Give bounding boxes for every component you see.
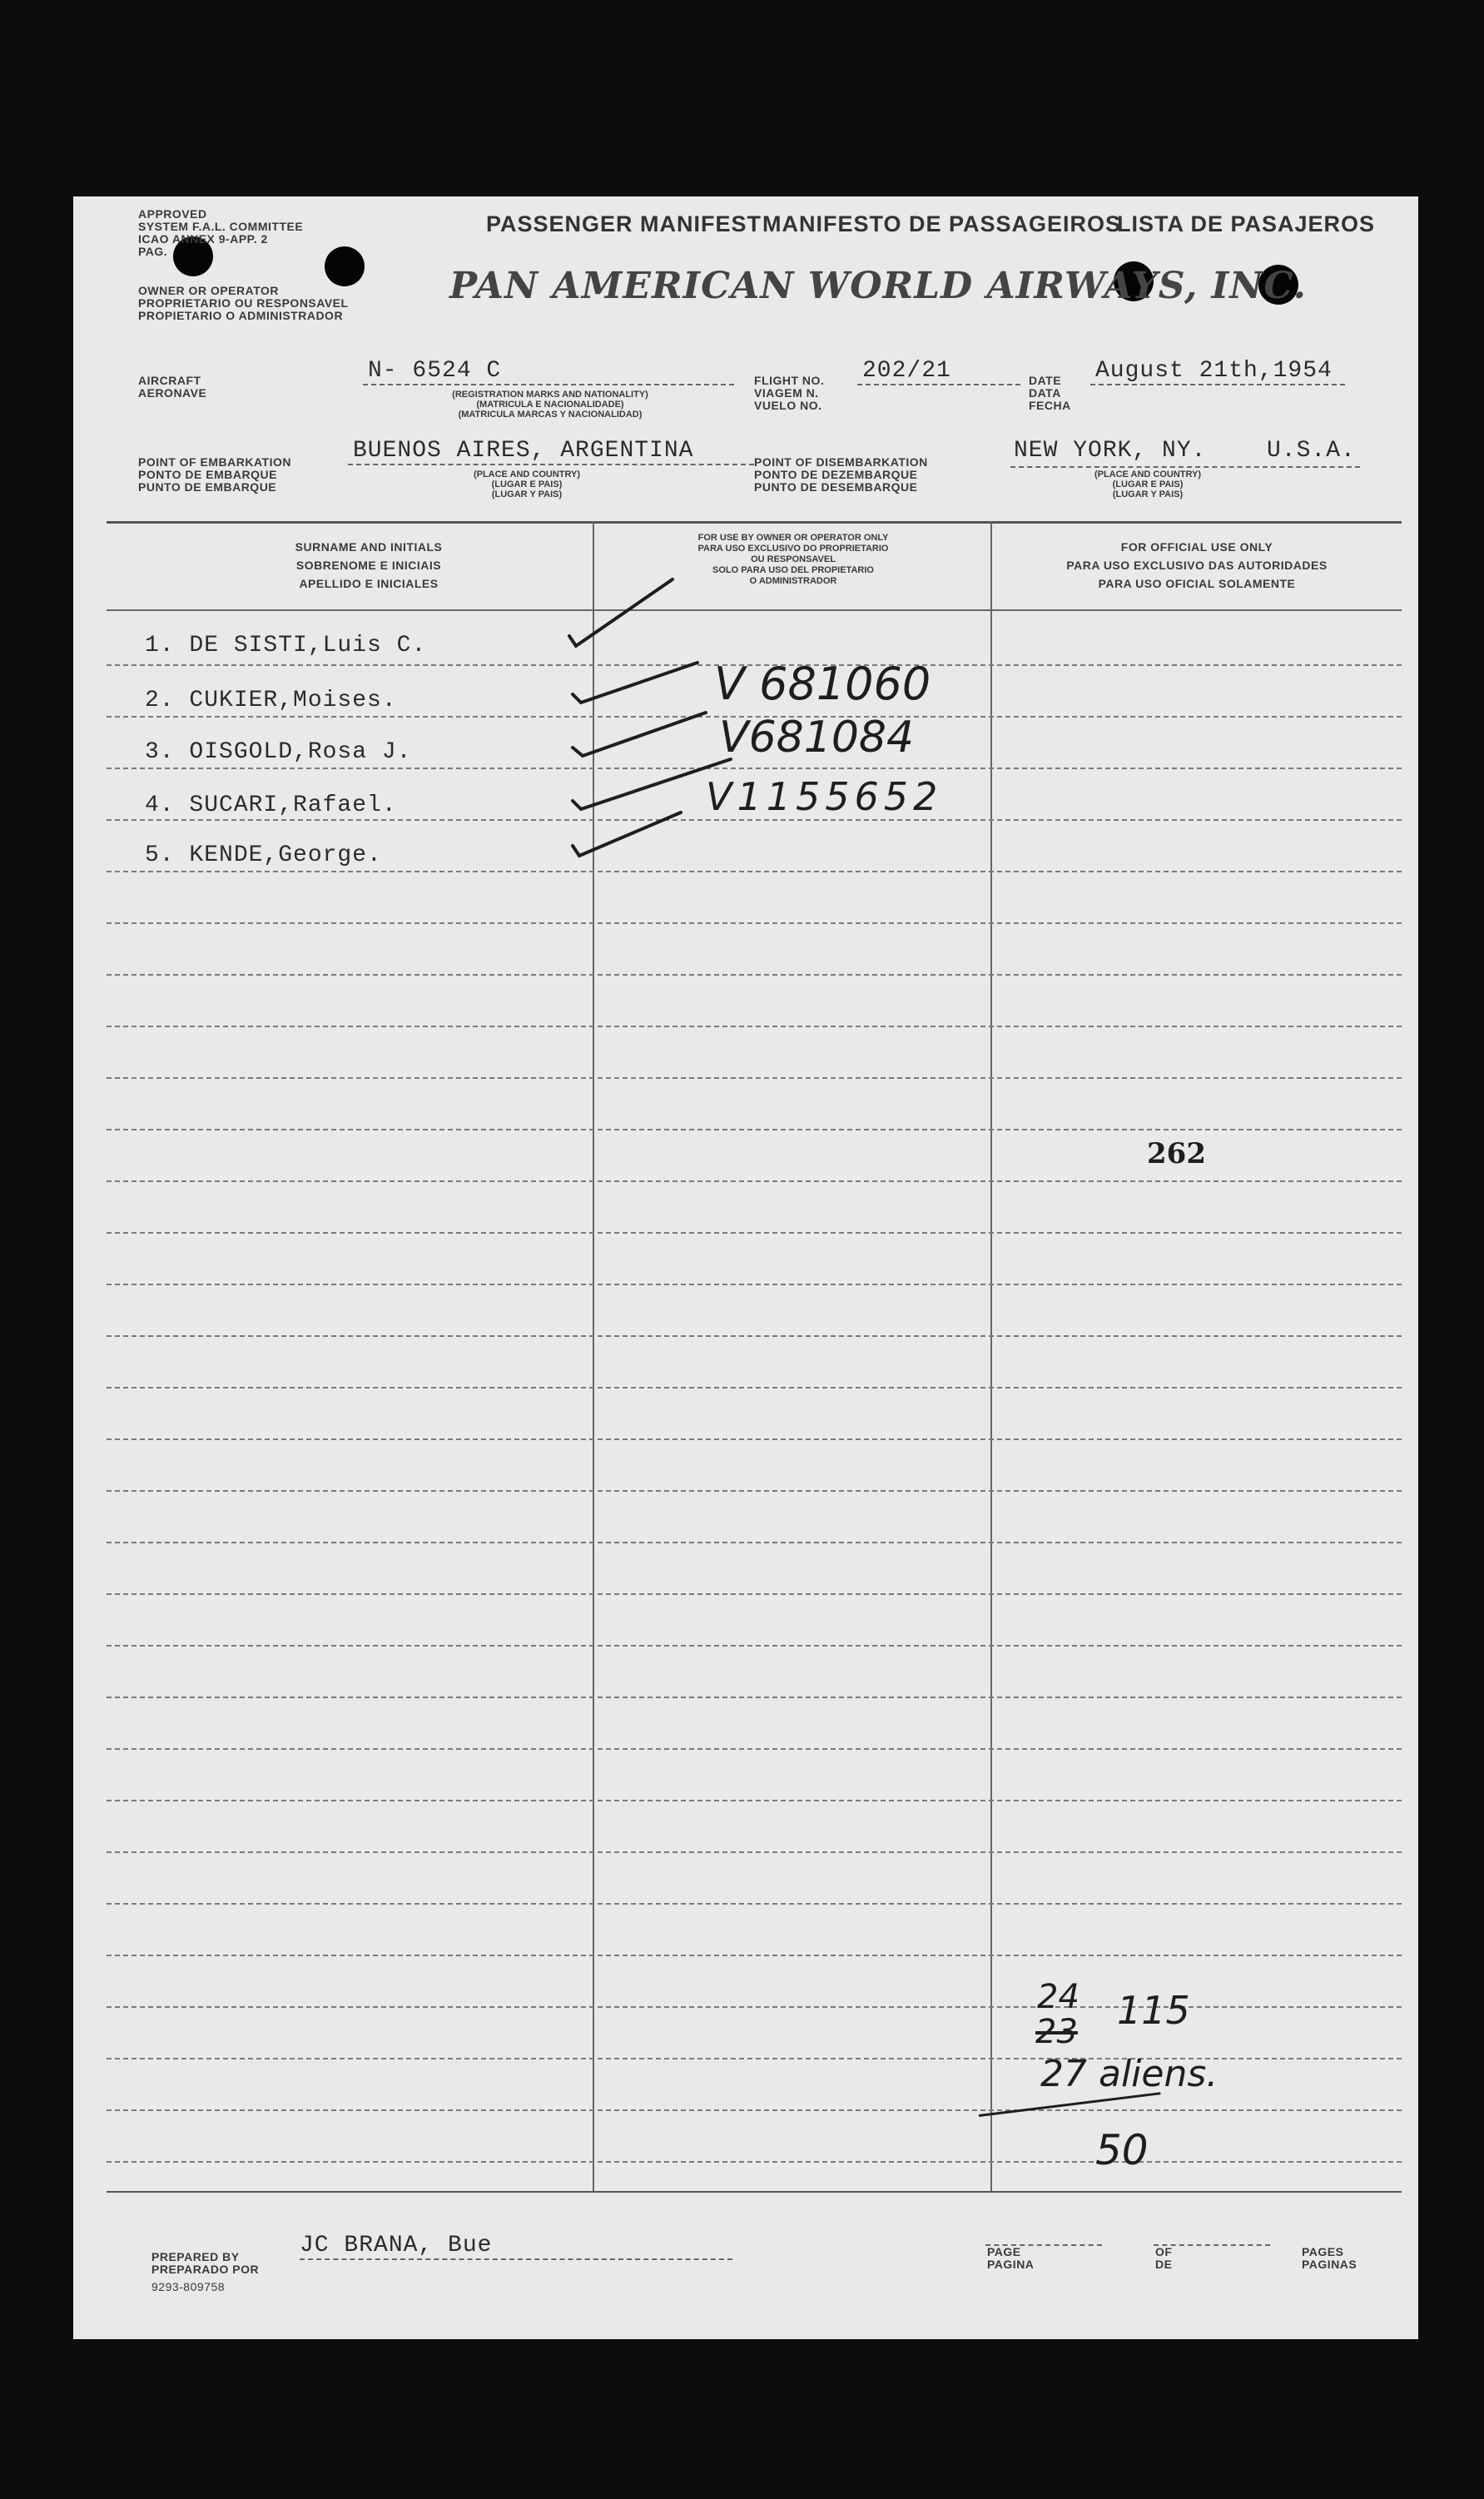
table-row-line (107, 1748, 1402, 1750)
aircraft-label-line: AIRCRAFT (138, 374, 201, 387)
aircraft-sublabel: (REGISTRATION MARKS AND NATIONALITY) (452, 390, 648, 400)
manifest-sheet (73, 196, 1418, 2339)
punch-hole (325, 246, 365, 286)
disembarkation-sublabel: (PLACE AND COUNTRY) (1094, 469, 1202, 479)
column-header-line: APELLIDO E INICIALES (299, 577, 439, 590)
prepared-value: JC BRANA, Bue (300, 2233, 732, 2260)
table-row-line (107, 1903, 1402, 1905)
tally-right: 115 (1117, 1988, 1190, 2033)
flight-label-line: FLIGHT NO. (754, 374, 825, 387)
tally-struck: 23 (1035, 2013, 1078, 2051)
table-row-line (107, 1851, 1402, 1853)
aircraft-value: N- 6524 C (363, 358, 734, 385)
passenger-name: 1. DE SISTI,Luis C. (145, 633, 427, 658)
disembarkation-sublabel: (LUGAR E PAIS) (1112, 479, 1184, 489)
approval-block (138, 208, 303, 258)
approval-line: SYSTEM F.A.L. COMMITTEE (138, 220, 304, 233)
prepared-labels (151, 2251, 259, 2293)
date-label-line: DATE (1029, 374, 1062, 387)
column-header-line: OU RESPONSAVEL (751, 554, 836, 564)
passenger-name: 2. CUKIER,Moises. (145, 688, 397, 713)
table-row-line (107, 1438, 1402, 1440)
table-top-rule (107, 521, 1402, 524)
table-row-line (107, 1697, 1402, 1698)
passenger-name: 3. OISGOLD,Rosa J. (145, 739, 412, 765)
flight-label-line: VIAGEM N. (754, 386, 819, 400)
table-row-line (107, 1077, 1402, 1079)
passenger-note: V681084 (719, 713, 915, 763)
prepared-label-line: PREPARADO POR (151, 2263, 260, 2276)
table-row-line (107, 922, 1402, 924)
aircraft-sublabel: (MATRICULA MARCAS Y NACIONALIDAD) (458, 410, 643, 420)
embarkation-label-line: PUNTO DE EMBARQUE (138, 480, 277, 494)
tally-aliens: 27 aliens. (1040, 2053, 1218, 2095)
column-header-line: FOR OFFICIAL USE ONLY (1120, 540, 1273, 554)
table-row-line (107, 1180, 1402, 1182)
approval-line: PAG. (138, 245, 168, 258)
owner-label-line: PROPIETARIO O ADMINISTRADOR (138, 309, 344, 322)
form-number: 9293-809758 (151, 2280, 226, 2293)
check-mark-icon (573, 663, 697, 703)
flight-labels (754, 375, 824, 412)
table-row-line (107, 1645, 1402, 1647)
column-header-surname (107, 538, 631, 593)
of-label-line: OF (1155, 2245, 1173, 2258)
table-row-line (107, 1800, 1402, 1801)
embarkation-sublabel: (PLACE AND COUNTRY) (473, 469, 581, 479)
date-label-line: DATA (1029, 386, 1061, 400)
owner-label (138, 285, 349, 322)
disembarkation-city: NEW YORK, NY. (1014, 438, 1207, 464)
tally-new: 24 (1037, 1978, 1079, 2016)
date-value: August 21th,1954 (1090, 358, 1345, 385)
page-labels (987, 2246, 1034, 2271)
column-header-line: PARA USO OFICIAL SOLAMENTE (1098, 577, 1296, 590)
flight-label-line: VUELO NO. (754, 399, 822, 412)
title-english: PASSENGER MANIFEST (486, 211, 762, 236)
table-row-line (107, 2161, 1402, 2163)
column-header-line: SOBRENOME E INICIAIS (295, 559, 442, 572)
disembarkation-value-line (1010, 438, 1360, 468)
embarkation-sublabels (348, 469, 706, 499)
tally-total: 50 (1095, 2126, 1149, 2174)
pages-labels (1302, 2246, 1357, 2271)
embarkation-labels (138, 456, 291, 494)
table-row-line (107, 1542, 1402, 1543)
check-mark-icon (573, 713, 706, 756)
tally-rule (979, 2092, 1161, 2117)
table-bottom-rule (107, 2191, 1402, 2193)
passenger-note: V 681060 (714, 658, 931, 710)
passenger-note: V1155652 (706, 774, 943, 819)
embarkation-sublabel: (LUGAR Y PAIS) (491, 489, 563, 499)
aircraft-sublabel: (MATRICULA E NACIONALIDADE) (476, 400, 624, 410)
approval-line: APPROVED (138, 207, 207, 221)
column-header-line: FOR USE BY OWNER OR OPERATOR ONLY (697, 533, 889, 543)
owner-label-line: PROPRIETARIO OU RESPONSAVEL (138, 296, 349, 310)
column-header-official (992, 538, 1402, 593)
embarkation-sublabel: (LUGAR E PAIS) (491, 479, 563, 489)
check-mark-icon (569, 579, 673, 646)
disembarkation-country: U.S.A. (1267, 438, 1356, 464)
pages-label-line: PAGINAS (1302, 2258, 1357, 2271)
disembarkation-label-line: POINT OF DISEMBARKATION (754, 455, 928, 469)
table-row-line (107, 1129, 1402, 1130)
column-divider (990, 521, 992, 2193)
page-label-line: PAGINA (987, 2258, 1035, 2271)
table-row-line (107, 1490, 1402, 1492)
of-label-line: DE (1155, 2258, 1173, 2271)
passenger-name: 4. SUCARI,Rafael. (145, 792, 397, 818)
column-header-line: O ADMINISTRADOR (749, 576, 837, 586)
table-row-line (107, 1955, 1402, 1956)
pages-label-line: PAGES (1302, 2245, 1344, 2258)
aircraft-sublabels (363, 390, 737, 420)
page-field (985, 2244, 1102, 2246)
title-portuguese: MANIFESTO DE PASSAGEIROS (762, 211, 1122, 236)
table-row-line (107, 1232, 1402, 1234)
disembarkation-sublabel: (LUGAR Y PAIS) (1112, 489, 1184, 499)
of-field (1154, 2244, 1270, 2246)
check-mark-icon (573, 812, 681, 856)
column-header-line: SURNAME AND INITIALS (295, 540, 443, 554)
aircraft-label-line: AERONAVE (138, 386, 207, 400)
title-spanish: LISTA DE PASAJEROS (1117, 211, 1376, 236)
date-label-line: FECHA (1029, 399, 1071, 412)
table-row-line (107, 2006, 1402, 2008)
table-row-line (107, 1284, 1402, 1285)
table-row-line (107, 2109, 1402, 2111)
column-header-line: PARA USO EXCLUSIVO DO PROPRIETARIO (697, 544, 889, 554)
passenger-name: 5. KENDE,George. (145, 842, 382, 868)
disembarkation-label-line: PONTO DE DEZEMBARQUE (754, 468, 918, 481)
embarkation-value: BUENOS AIRES, ARGENTINA (348, 438, 754, 465)
column-header-line: PARA USO EXCLUSIVO DAS AUTORIDADES (1066, 559, 1328, 572)
table-row-line (107, 1335, 1402, 1337)
table-row-line (107, 1026, 1402, 1027)
of-labels (1155, 2246, 1172, 2271)
flight-value: 202/21 (857, 358, 1020, 385)
airline-name: PAN AMERICAN WORLD AIRWAYS, INC. (449, 265, 1307, 307)
disembarkation-labels (754, 456, 928, 494)
approval-line: ICAO ANNEX 9-APP. 2 (138, 232, 268, 246)
aircraft-labels (138, 375, 206, 400)
owner-label-line: OWNER OR OPERATOR (138, 284, 279, 297)
disembarkation-sublabels (1010, 469, 1285, 499)
stamp-number: 262 (1147, 1137, 1206, 1170)
table-row-line (107, 1593, 1402, 1595)
embarkation-label-line: PONTO DE EMBARQUE (138, 468, 277, 481)
table-row-line (107, 1387, 1402, 1389)
embarkation-label-line: POINT OF EMBARKATION (138, 455, 291, 469)
date-labels (1029, 375, 1071, 412)
table-row-line (107, 974, 1402, 976)
prepared-label-line: PREPARED BY (151, 2250, 240, 2263)
disembarkation-label-line: PUNTO DE DESEMBARQUE (754, 480, 918, 494)
column-header-line: SOLO PARA USO DEL PROPIETARIO (712, 565, 874, 575)
page-label-line: PAGE (987, 2245, 1021, 2258)
